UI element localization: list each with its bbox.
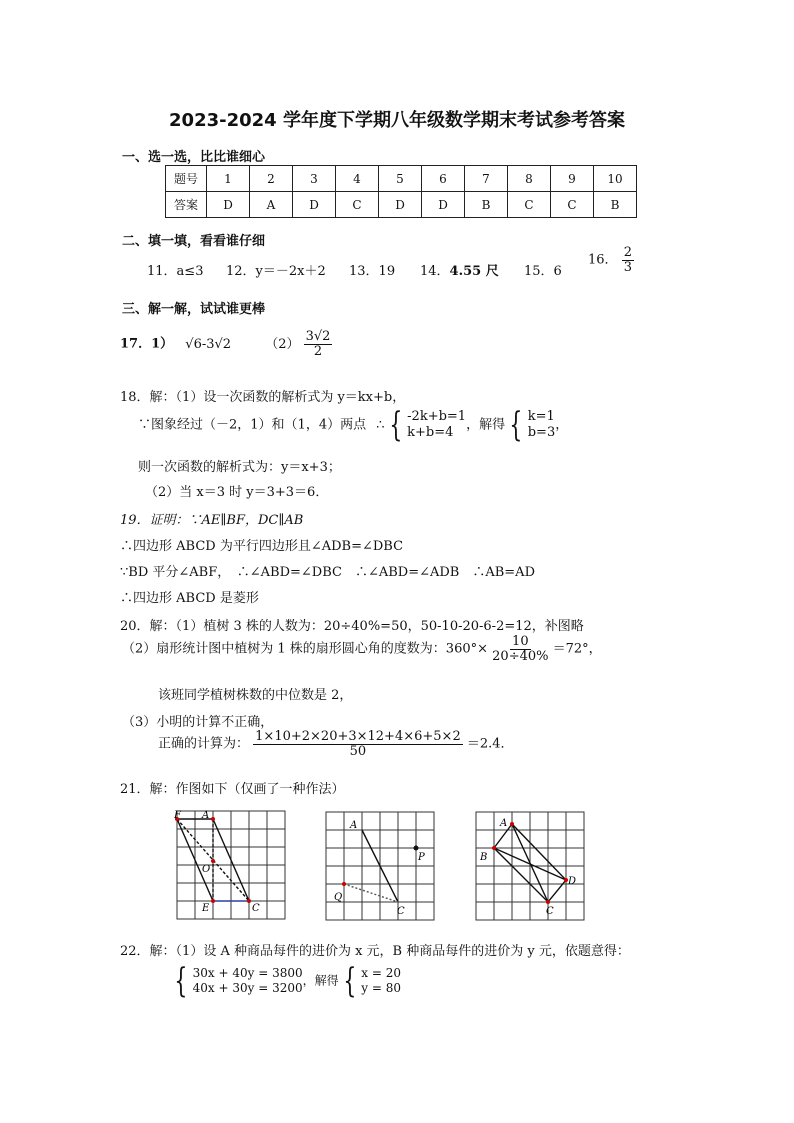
section1-heading: 一、选一选，比比谁细心 <box>122 150 266 165</box>
table-cell: 4 <box>336 166 379 192</box>
table-cell: D <box>422 192 465 218</box>
q13-answer: 19 <box>378 264 396 279</box>
figure-1-grid <box>172 806 292 924</box>
q15-number: 15． <box>524 264 554 279</box>
table-cell: 2 <box>250 166 293 192</box>
row-label-questions: 题号 <box>166 166 207 192</box>
point-label: O <box>202 864 211 875</box>
figure-3-grid <box>472 808 588 924</box>
equation-row: 40x + 30y = 3200 <box>192 981 303 995</box>
left-brace-icon: { <box>388 405 402 445</box>
point-label: C <box>397 906 405 917</box>
answer-table <box>165 165 637 218</box>
q18-equation-system <box>385 405 467 445</box>
q15 <box>524 260 562 279</box>
point-label: B <box>480 852 488 863</box>
q12-number: 12． <box>226 264 256 279</box>
table-cell: 3 <box>293 166 336 192</box>
q22-equation-system <box>170 961 303 1001</box>
q12 <box>226 260 326 279</box>
row-label-answers: 答案 <box>166 192 207 218</box>
point-q <box>342 882 346 886</box>
q20-line2 <box>122 635 602 663</box>
solution-row: k=1 <box>527 408 555 424</box>
q17 <box>120 330 332 358</box>
solve-text: ，解得 <box>466 417 506 433</box>
table-cell: 5 <box>379 166 422 192</box>
q19-line4: ∴四边形 ABCD 是菱形 <box>120 591 259 606</box>
table-cell: 9 <box>551 166 594 192</box>
point-label: F <box>174 810 181 821</box>
point-label: A <box>500 818 508 829</box>
page-title: 2023-2024 学年度下学期八年级数学期末考试参考答案 <box>169 110 625 131</box>
q11 <box>147 260 203 279</box>
point-label: E <box>202 903 210 914</box>
table-cell: A <box>250 192 293 218</box>
point-label: Q <box>334 892 343 903</box>
q18-condition: ∵图象经过（－2，1）和（1，4）两点 <box>138 417 367 433</box>
q20-text: （2）扇形统计图中植树为 1 株的扇形圆心角的度数为：360°× <box>122 641 489 657</box>
q16 <box>588 246 634 274</box>
table-cell: 10 <box>594 166 637 192</box>
table-cell: C <box>551 192 594 218</box>
q15-answer: 6 <box>553 264 562 279</box>
figure-2-grid <box>322 808 438 924</box>
q22-solution-system <box>339 961 402 1001</box>
q14-number: 14． <box>420 264 450 279</box>
q20-result: ＝72°， <box>552 641 602 657</box>
q14 <box>420 260 499 279</box>
point-p <box>414 846 419 851</box>
q20-line1: 20．解：（1）植树 3 株的人数为：20÷40%=50，50-10-20-6-2=12，补图略 <box>120 619 584 634</box>
q16-number: 16． <box>588 252 618 268</box>
table-row-answers <box>166 192 637 218</box>
q17-part2-label: （2） <box>265 336 300 352</box>
grid-lines <box>476 812 584 920</box>
comma: ， <box>555 417 569 433</box>
q18-line2 <box>138 405 569 445</box>
q20-fraction <box>492 635 548 663</box>
fraction-numerator: 2 <box>623 245 632 260</box>
therefore-symbol: ∴ <box>376 417 385 433</box>
table-row-questions <box>166 166 637 192</box>
q17-number: 17．1） <box>120 336 174 352</box>
q16-fraction <box>622 246 634 274</box>
q20-mean-fraction <box>253 730 463 758</box>
table-cell: B <box>465 192 508 218</box>
q17-fraction <box>304 330 333 358</box>
point-label: P <box>418 852 425 863</box>
q22-system <box>170 961 402 1001</box>
q20-line3: 该班同学植树株数的中位数是 2， <box>158 688 353 703</box>
left-brace-icon: { <box>509 405 523 445</box>
table-cell: 7 <box>465 166 508 192</box>
equation-row: -2k+b=1 <box>407 408 467 424</box>
left-brace-icon: { <box>174 961 188 1001</box>
point-label: D <box>568 876 577 887</box>
q14-answer: 4.55 尺 <box>449 264 499 279</box>
q18-line1: 18．解：（1）设一次函数的解析式为 y＝kx+b， <box>120 390 406 405</box>
q21-line1: 21．解：作图如下（仅画了一种作法） <box>120 782 345 797</box>
solve-text: ，解得 <box>302 973 339 988</box>
point-label: A <box>350 820 358 831</box>
equation-row: 30x + 40y = 3800 <box>192 966 303 980</box>
table-cell: 8 <box>508 166 551 192</box>
table-cell: D <box>379 192 422 218</box>
q20-text: 正确的计算为： <box>158 736 250 752</box>
q11-number: 11． <box>147 264 177 279</box>
q20-line5 <box>158 730 514 758</box>
table-cell: D <box>293 192 336 218</box>
fraction-numerator: 1×10+2×20+3×12+4×6+5×2 <box>255 729 461 744</box>
q13 <box>349 260 395 279</box>
q20-line4: （3）小明的计算不正确， <box>122 715 274 730</box>
table-cell: C <box>336 192 379 218</box>
table-cell: 6 <box>422 166 465 192</box>
table-cell: C <box>508 192 551 218</box>
table-cell: D <box>207 192 250 218</box>
fraction-denominator: 2 <box>313 343 323 359</box>
q13-number: 13． <box>349 264 379 279</box>
section2-heading: 二、填一填，看看谁仔细 <box>122 234 266 249</box>
solution-row: x = 20 <box>361 966 402 980</box>
q22-line1: 22．解：（1）设 A 种商品每件的进价为 x 元，B 种商品每件的进价为 y 元，依题意得： <box>120 944 630 959</box>
table-cell: 1 <box>207 166 250 192</box>
q18-solution-system <box>505 405 556 445</box>
q12-answer: y＝－2x＋2 <box>255 264 326 279</box>
point-label: C <box>252 903 260 914</box>
point-label: C <box>546 906 554 917</box>
fraction-numerator: 10 <box>512 634 529 649</box>
fraction-denominator: 20÷40% <box>492 648 549 664</box>
q18-line4: （2）当 x＝3 时 y＝3+3＝6． <box>145 485 329 500</box>
fraction-denominator: 50 <box>349 743 367 759</box>
q19-line2: ∴四边形 ABCD 为平行四边形且∠ADB=∠DBC <box>120 539 404 554</box>
table-cell: B <box>594 192 637 218</box>
q20-mean-result: ＝2.4． <box>466 736 514 752</box>
q19-line1: 19．证明：∵AE∥BF，DC∥AB <box>120 513 304 528</box>
left-brace-icon: { <box>342 961 356 1001</box>
solution-row: y = 80 <box>361 981 402 995</box>
equation-row: k+b=4 <box>407 425 454 440</box>
section3-heading: 三、解一解，试试谁更棒 <box>122 302 266 317</box>
fraction-denominator: 3 <box>623 259 632 275</box>
solution-row: b=3 <box>527 425 556 440</box>
q19-line3: ∵BD 平分∠ABF， ∴∠ABD=∠DBC ∴∠ABD=∠ADB ∴AB=AD <box>120 565 535 580</box>
q17-answer1: √6-3√2 <box>185 336 232 352</box>
point-label: A <box>202 810 210 821</box>
q11-answer: a≤3 <box>176 264 204 279</box>
fraction-numerator: 3√2 <box>305 329 331 344</box>
q18-line3: 则一次函数的解析式为：y＝x+3； <box>138 460 341 475</box>
grid-lines <box>177 811 285 919</box>
